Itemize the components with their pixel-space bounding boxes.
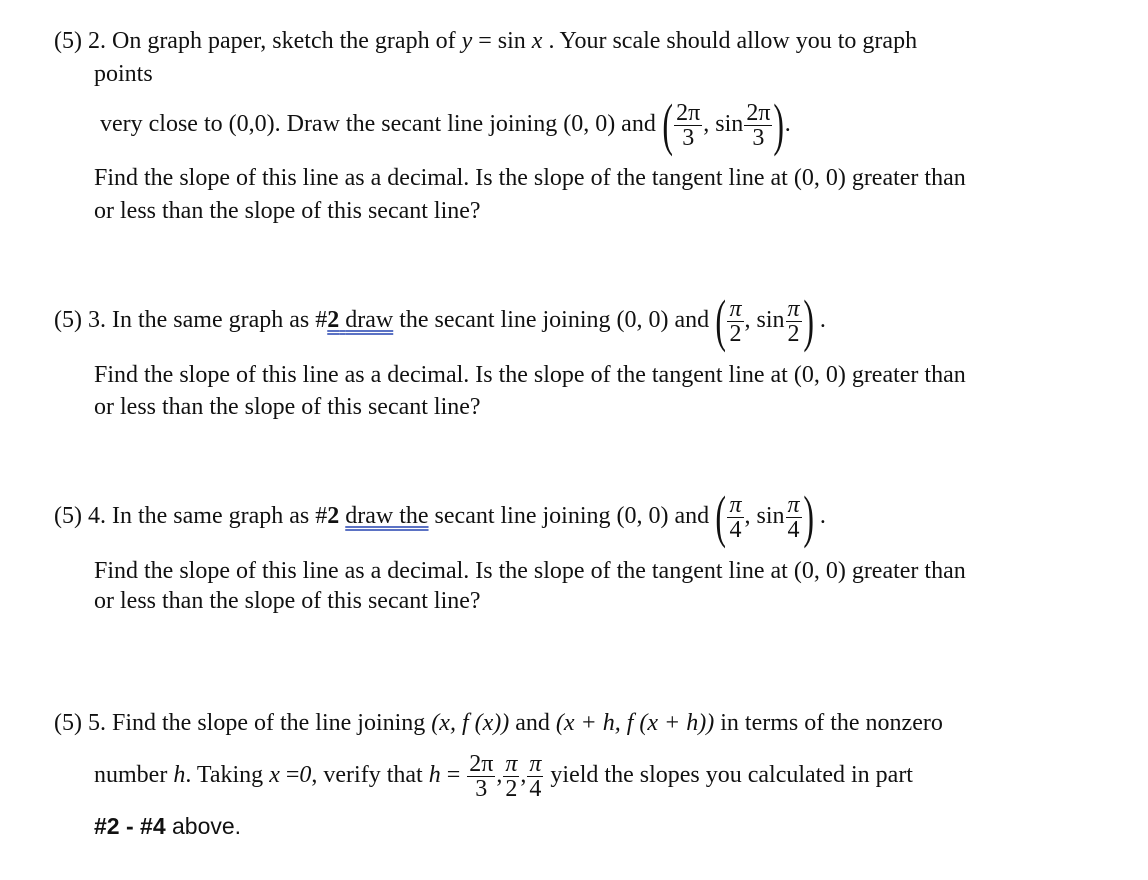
q5-point2: (x + h, f (x + h)): [555, 710, 715, 736]
q4-line3: or less than the slope of this secant line?: [94, 588, 481, 614]
fraction-pi-2: $\frac{\pi}{2}$: [729, 295, 742, 347]
fraction-pi-2: $\frac{\pi}{2}$: [505, 750, 518, 802]
right-paren: ): [802, 288, 814, 354]
q2-line4: Find the slope of this line as a decimal. Is the slope of the tangent line at (0, 0) greater than: [94, 165, 966, 191]
q5-line1: (5) 5. Find the slope of the line joining (x, f (x)) and (x + h, f (x + h)) in terms of the nonzero: [54, 710, 943, 736]
q3-line3: or less than the slope of this secant line?: [94, 394, 481, 420]
left-paren: (: [662, 92, 673, 158]
fraction-pi-4: $\frac{\pi}{4}$: [729, 491, 742, 543]
q3-line1: (5) 3. In the same graph as #2 draw the secant line joining (0, 0) and ( $\frac{\pi}{2}$ , sin $\frac{\pi}{2}$ ) .: [54, 288, 826, 354]
q4-line2: Find the slope of this line as a decimal. Is the slope of the tangent line at (0, 0) greater than: [94, 558, 966, 584]
fraction-2pi-3-b: $\frac{2\pi}{3}$: [746, 99, 771, 151]
q5-line2: number h. Taking x =0, verify that h = $\frac{2\pi}{3}$ , $\frac{\pi}{2}$ , $\frac{\pi}{4}$ yield the slopes you calculated in part: [94, 750, 913, 802]
q2-line5: or less than the slope of this secant line?: [94, 198, 481, 224]
right-paren: ): [773, 92, 785, 158]
q2-line1: (5) 2. On graph paper, sketch the graph of y = sin x . Your scale should allow you to graph: [54, 28, 918, 54]
q3-ref: 2: [327, 307, 340, 333]
fraction-2pi-3: $\frac{2\pi}{3}$: [676, 99, 701, 151]
q3-line2: Find the slope of this line as a decimal. Is the slope of the tangent line at (0, 0) greater than: [94, 362, 966, 388]
q4-draw-the: draw the: [345, 503, 429, 529]
left-paren: (: [715, 484, 727, 550]
q2-line3: very close to (0,0). Draw the secant line joining (0, 0) and ( $\frac{2\pi}{3}$ , sin $\frac{2\pi}{3}$ ).: [100, 92, 791, 158]
fraction-pi-2-b: $\frac{\pi}{2}$: [787, 295, 800, 347]
fraction-pi-4-b: $\frac{\pi}{4}$: [787, 491, 800, 543]
left-paren: (: [715, 288, 727, 354]
q5-point1: (x, f (x)): [431, 710, 510, 736]
q3-draw: draw: [345, 307, 394, 333]
right-paren: ): [802, 484, 814, 550]
fraction-2pi-3: $\frac{2\pi}{3}$: [469, 750, 494, 802]
q4-line1: (5) 4. In the same graph as #2 draw the secant line joining (0, 0) and ( $\frac{\pi}{4}$ , sin $\frac{\pi}{4}$ ) .: [54, 484, 826, 550]
q5-line3: #2 - #4 above.: [94, 813, 242, 839]
q5-ref: #2 - #4: [94, 813, 166, 839]
q4-ref: 2: [327, 503, 340, 529]
q2-line2: points: [94, 61, 153, 87]
fraction-pi-4: $\frac{\pi}{4}$: [529, 750, 542, 802]
